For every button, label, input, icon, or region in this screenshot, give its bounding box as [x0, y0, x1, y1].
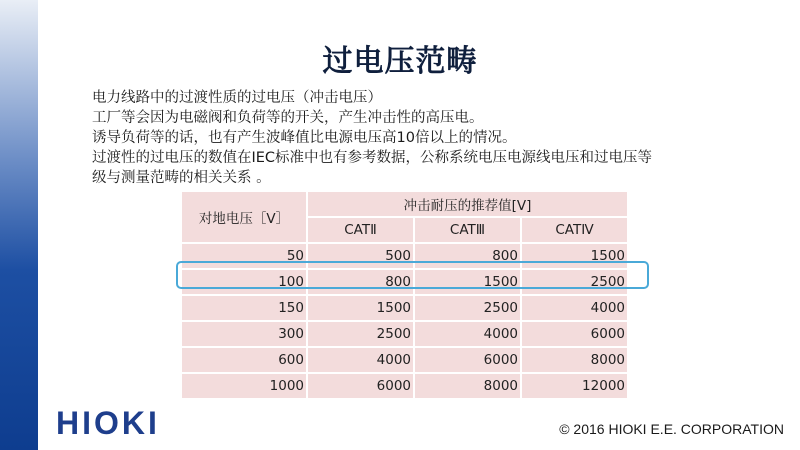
table-cell: 1500 [307, 295, 414, 321]
body-line-5: 级与测量范畴的相关关系 。 [92, 170, 271, 186]
table-cell: 1500 [414, 269, 521, 295]
table-cell: 50 [182, 243, 307, 269]
table-cell: 6000 [307, 373, 414, 399]
body-line-1: 电力线路中的过渡性质的过电压（冲击电压） [92, 90, 382, 106]
table-cell: 2500 [521, 269, 628, 295]
cat-2-header: CATⅡ [307, 217, 414, 243]
ground-voltage-header: 对地电压［V］ [182, 192, 307, 243]
voltage-table [182, 192, 629, 400]
table-cell: 500 [307, 243, 414, 269]
table-cell: 800 [307, 269, 414, 295]
table-cell: 1500 [521, 243, 628, 269]
table-row [182, 295, 628, 321]
table-cell: 6000 [521, 321, 628, 347]
table-cell: 1000 [182, 373, 307, 399]
table-cell: 6000 [414, 347, 521, 373]
body-text [92, 88, 732, 188]
table-cell: 100 [182, 269, 307, 295]
table-row [182, 321, 628, 347]
table-cell: 600 [182, 347, 307, 373]
table-row [182, 347, 628, 373]
cat-4-header: CATⅣ [521, 217, 628, 243]
impulse-withstand-header: 冲击耐压的推荐值[V] [307, 192, 628, 217]
cat-3-header: CATⅢ [414, 217, 521, 243]
table-row [182, 243, 628, 269]
hioki-logo: HIOKI [56, 405, 160, 441]
body-line-4: 过渡性的过电压的数值在IEC标准中也有参考数据，公称系统电压电源线电压和过电压等 [92, 150, 653, 166]
table-cell: 800 [414, 243, 521, 269]
table-cell: 4000 [307, 347, 414, 373]
slide-title: 过电压范畴 [322, 44, 478, 79]
table-cell: 12000 [521, 373, 628, 399]
table-cell: 4000 [414, 321, 521, 347]
table-row [182, 269, 628, 295]
table-cell: 300 [182, 321, 307, 347]
body-line-3: 诱导负荷等的话，也有产生波峰值比电源电压高10倍以上的情况。 [92, 130, 517, 146]
copyright-text: © 2016 HIOKI E.E. CORPORATION [559, 421, 784, 437]
table-cell: 8000 [414, 373, 521, 399]
table-cell: 4000 [521, 295, 628, 321]
body-line-2: 工厂等会因为电磁阀和负荷等的开关，产生冲击性的高压电。 [92, 110, 484, 126]
table-cell: 2500 [414, 295, 521, 321]
table-cell: 150 [182, 295, 307, 321]
table-row [182, 373, 628, 399]
table-cell: 8000 [521, 347, 628, 373]
table-cell: 2500 [307, 321, 414, 347]
